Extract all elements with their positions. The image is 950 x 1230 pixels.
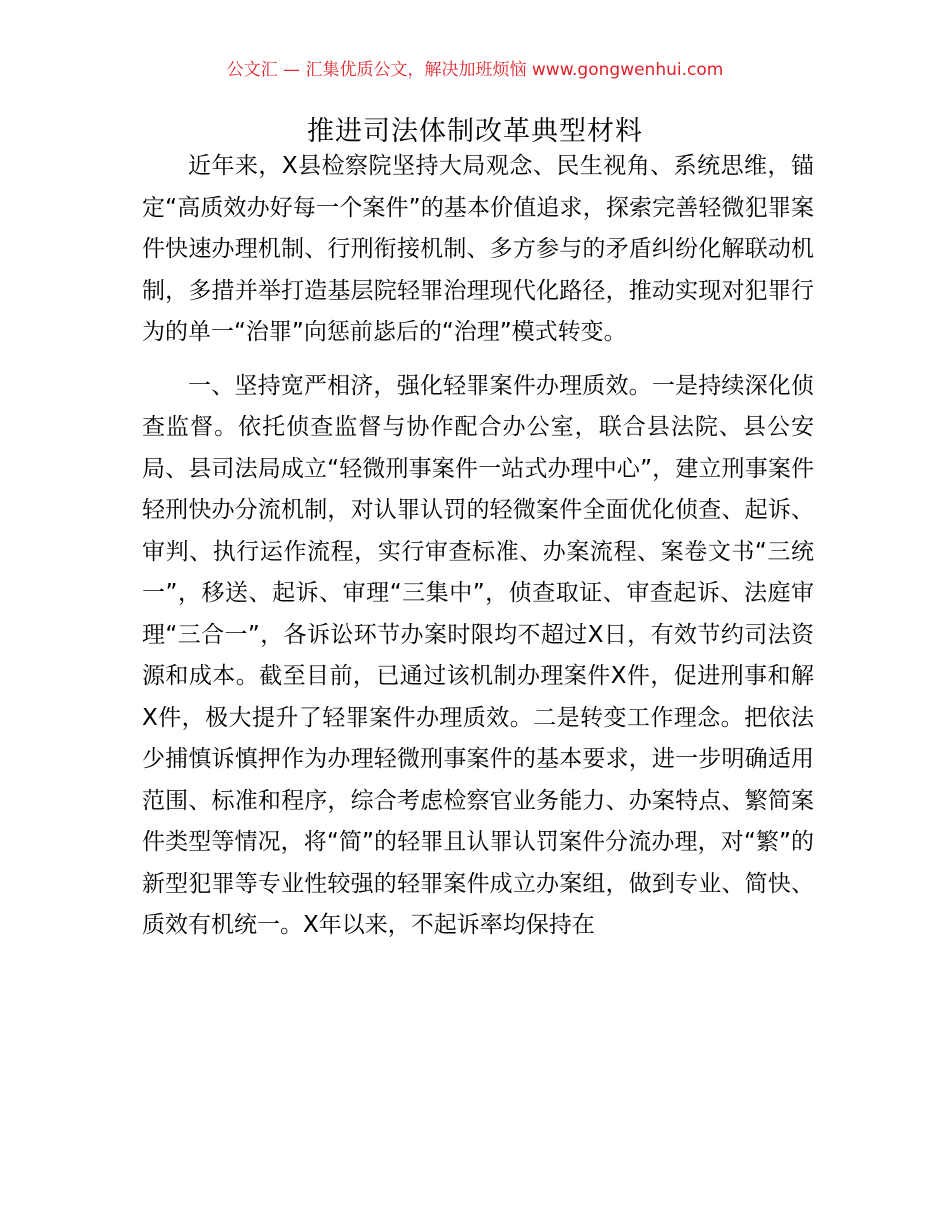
document-body [142, 146, 814, 959]
paragraph-intro: 近年来，X县检察院坚持大局观念、民生视角、系统思维，锚定“高质效办好每一个案件”的基本价值追求，探索完善轻微犯罪案件快速办理机制、行刑衔接机制、多方参与的矛盾纠纷化解联动机制，多措并举打造基层院轻罪治理现代化路径，推动实现对犯罪行为的单一“治罪”向惩前毖后的“治理”模式转变。 [142, 153, 814, 345]
site-banner-text: 公文汇 — 汇集优质公文，解决加班烦恼 www.gongwenhui.com [226, 60, 724, 80]
document-title: 推进司法体制改革典型材料 [307, 116, 643, 147]
site-banner [0, 58, 950, 82]
paragraph-section-1: 一、坚持宽严相济，强化轻罪案件办理质效。一是持续深化侦查监督。依托侦查监督与协作配合办公室，联合县法院、县公安局、县司法局成立“轻微刑事案件一站式办理中心”，建立刑事案件轻刑快办分流机制，对认罪认罚的轻微案件全面优化侦查、起诉、审判、执行运作流程，实行审查标准、办案流程、案卷文书“三统一”，移送、起诉、审理“三集中”，侦查取证、审查起诉、法庭审理“三合一”，各诉讼环节办案时限均不超过X日，有效节约司法资源和成本。截至目前，已通过该机制办理案件X件，促进刑事和解X件，极大提升了轻罪案件办理质效。二是转变工作理念。把依法少捕慎诉慎押作为办理轻微刑事案件的基本要求，进一步明确适用范围、标准和程序，综合考虑检察官业务能力、办案特点、繁简案件类型等情况，将“简”的轻罪且认罪认罚案件分流办理，对“繁”的新型犯罪等专业性较强的轻罪案件成立办案组，做到专业、简快、质效有机统一。X年以来，不起诉率均保持在 [142, 372, 814, 938]
